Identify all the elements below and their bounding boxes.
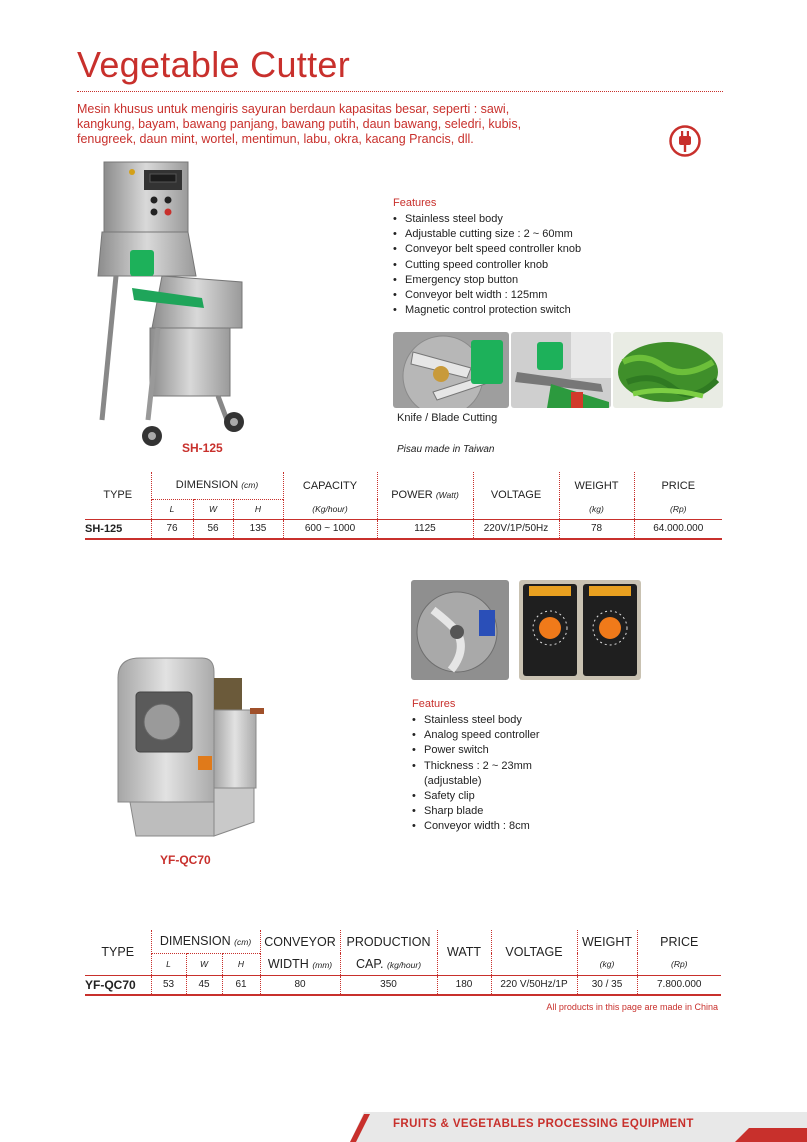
th-width-label: WIDTH (267, 956, 309, 971)
cell-capacity: 600 ~ 1000 (283, 519, 377, 539)
plug-icon (668, 124, 702, 158)
feature-item: • Cutting speed controller knob (405, 258, 723, 273)
cell-h: 135 (233, 519, 283, 539)
cell-watt: 180 (437, 975, 491, 995)
yf-qc70-blade-photo (411, 580, 509, 680)
origin-caption: Pisau made in Taiwan (397, 444, 495, 455)
feature-item: • Sharp blade (424, 804, 642, 819)
cell-type: YF-QC70 (85, 975, 151, 995)
yf-qc70-spec-table (85, 930, 721, 996)
sliced-vegetables-photo (613, 332, 723, 408)
feature-item: • Thickness : 2 ~ 23mm (adjustable) (424, 759, 548, 789)
cell-price: 7.800.000 (637, 975, 721, 995)
table-row (85, 519, 722, 539)
cell-weight: 78 (559, 519, 634, 539)
th-type: TYPE (101, 945, 135, 960)
th-dimension (151, 930, 260, 953)
blade-photo (393, 332, 509, 408)
th-h: H (233, 499, 283, 519)
feature-item: • Stainless steel body (405, 212, 723, 227)
th-power-unit: (Watt) (435, 490, 459, 501)
yf-qc70-model-label: YF-QC70 (160, 853, 211, 867)
th-w: W (193, 499, 233, 519)
cell-w: 56 (193, 519, 233, 539)
cell-l: 53 (151, 975, 186, 995)
th-type: TYPE (103, 489, 133, 502)
th-price-unit: (Rp) (634, 499, 722, 519)
th-power (377, 472, 473, 519)
th-price: PRICE (637, 930, 721, 953)
sh-125-model-label: SH-125 (182, 441, 223, 455)
th-dimension-unit: (cm) (234, 937, 252, 948)
feature-item: • Adjustable cutting size : 2 ~ 60mm (405, 227, 723, 242)
cell-w: 45 (186, 975, 222, 995)
th-h: H (222, 953, 260, 975)
sh-125-spec-table (85, 472, 722, 540)
th-capacity-unit: (Kg/hour) (283, 499, 377, 519)
sh-125-features-title: Features (393, 197, 437, 209)
title-divider (77, 91, 723, 92)
feature-item: • Safety clip (424, 789, 642, 804)
th-power-label: POWER (391, 489, 433, 502)
cell-cap: 350 (340, 975, 437, 995)
cutting-photo (511, 332, 611, 408)
th-width (260, 953, 340, 975)
th-width-unit: (mm) (312, 959, 333, 970)
th-cap (340, 953, 437, 975)
feature-item: • Conveyor belt width : 125mm (405, 288, 723, 303)
th-w: W (186, 953, 222, 975)
feature-item: • Power switch (424, 743, 642, 758)
footer-label: FRUITS & VEGETABLES PROCESSING EQUIPMENT (393, 1118, 694, 1130)
page-title: Vegetable Cutter (77, 44, 350, 85)
th-price: PRICE (634, 472, 722, 499)
th-weight-unit: (kg) (577, 953, 637, 975)
cell-power: 1125 (377, 519, 473, 539)
th-price-unit: (Rp) (637, 953, 721, 975)
th-dimension (151, 472, 283, 499)
yf-qc70-features (412, 698, 642, 835)
feature-item: • Conveyor belt speed controller knob (405, 242, 723, 257)
cell-voltage: 220 V/50Hz/1P (491, 975, 577, 995)
th-weight-unit: (kg) (559, 499, 634, 519)
feature-item: • Magnetic control protection switch (405, 303, 723, 318)
yf-qc70-machine-image (110, 652, 268, 846)
cell-l: 76 (151, 519, 193, 539)
blade-caption: Knife / Blade Cutting (397, 412, 498, 424)
made-in-note: All products in this page are made in China (546, 1002, 718, 1012)
th-l: L (151, 499, 193, 519)
th-capacity: CAPACITY (283, 472, 377, 499)
th-weight: WEIGHT (559, 472, 634, 499)
th-weight: WEIGHT (577, 930, 637, 953)
cell-h: 61 (222, 975, 260, 995)
th-voltage: VOLTAGE (491, 930, 577, 975)
th-conveyor: CONVEYOR (260, 930, 340, 953)
sh-125-features (393, 197, 723, 318)
th-l: L (151, 953, 186, 975)
th-watt: WATT (437, 930, 491, 975)
speed-controller-photo (519, 580, 641, 680)
th-dimension-label: DIMENSION (175, 479, 239, 492)
th-production: PRODUCTION (340, 930, 437, 953)
th-dimension-label: DIMENSION (159, 934, 231, 949)
feature-item: • Emergency stop button (405, 273, 723, 288)
th-dimension-unit: (cm) (241, 480, 259, 491)
th-cap-unit: (kg/hour) (387, 959, 422, 970)
cell-voltage: 220V/1P/50Hz (473, 519, 559, 539)
feature-item: • Conveyor width : 8cm (424, 819, 642, 834)
sh-125-machine-image (92, 158, 252, 450)
intro-text: Mesin khusus untuk mengiris sayuran berdaun kapasitas besar, seperti : sawi, kangkung, bayam, bawang panjang, bawang putih, daun bawang, seledri, kubis, fenugreek, daun mint, wortel, mentimun, labu, okra, kacang Prancis, dll. (77, 102, 522, 146)
cell-price: 64.000.000 (634, 519, 722, 539)
th-cap-label: CAP. (355, 956, 384, 971)
feature-item: • Analog speed controller (424, 728, 642, 743)
cell-type: SH-125 (85, 519, 151, 539)
cell-weight: 30 / 35 (577, 975, 637, 995)
table-row (85, 975, 721, 995)
feature-item: • Stainless steel body (424, 713, 642, 728)
yf-qc70-features-title: Features (412, 698, 456, 710)
th-voltage: VOLTAGE (473, 472, 559, 519)
cell-width: 80 (260, 975, 340, 995)
